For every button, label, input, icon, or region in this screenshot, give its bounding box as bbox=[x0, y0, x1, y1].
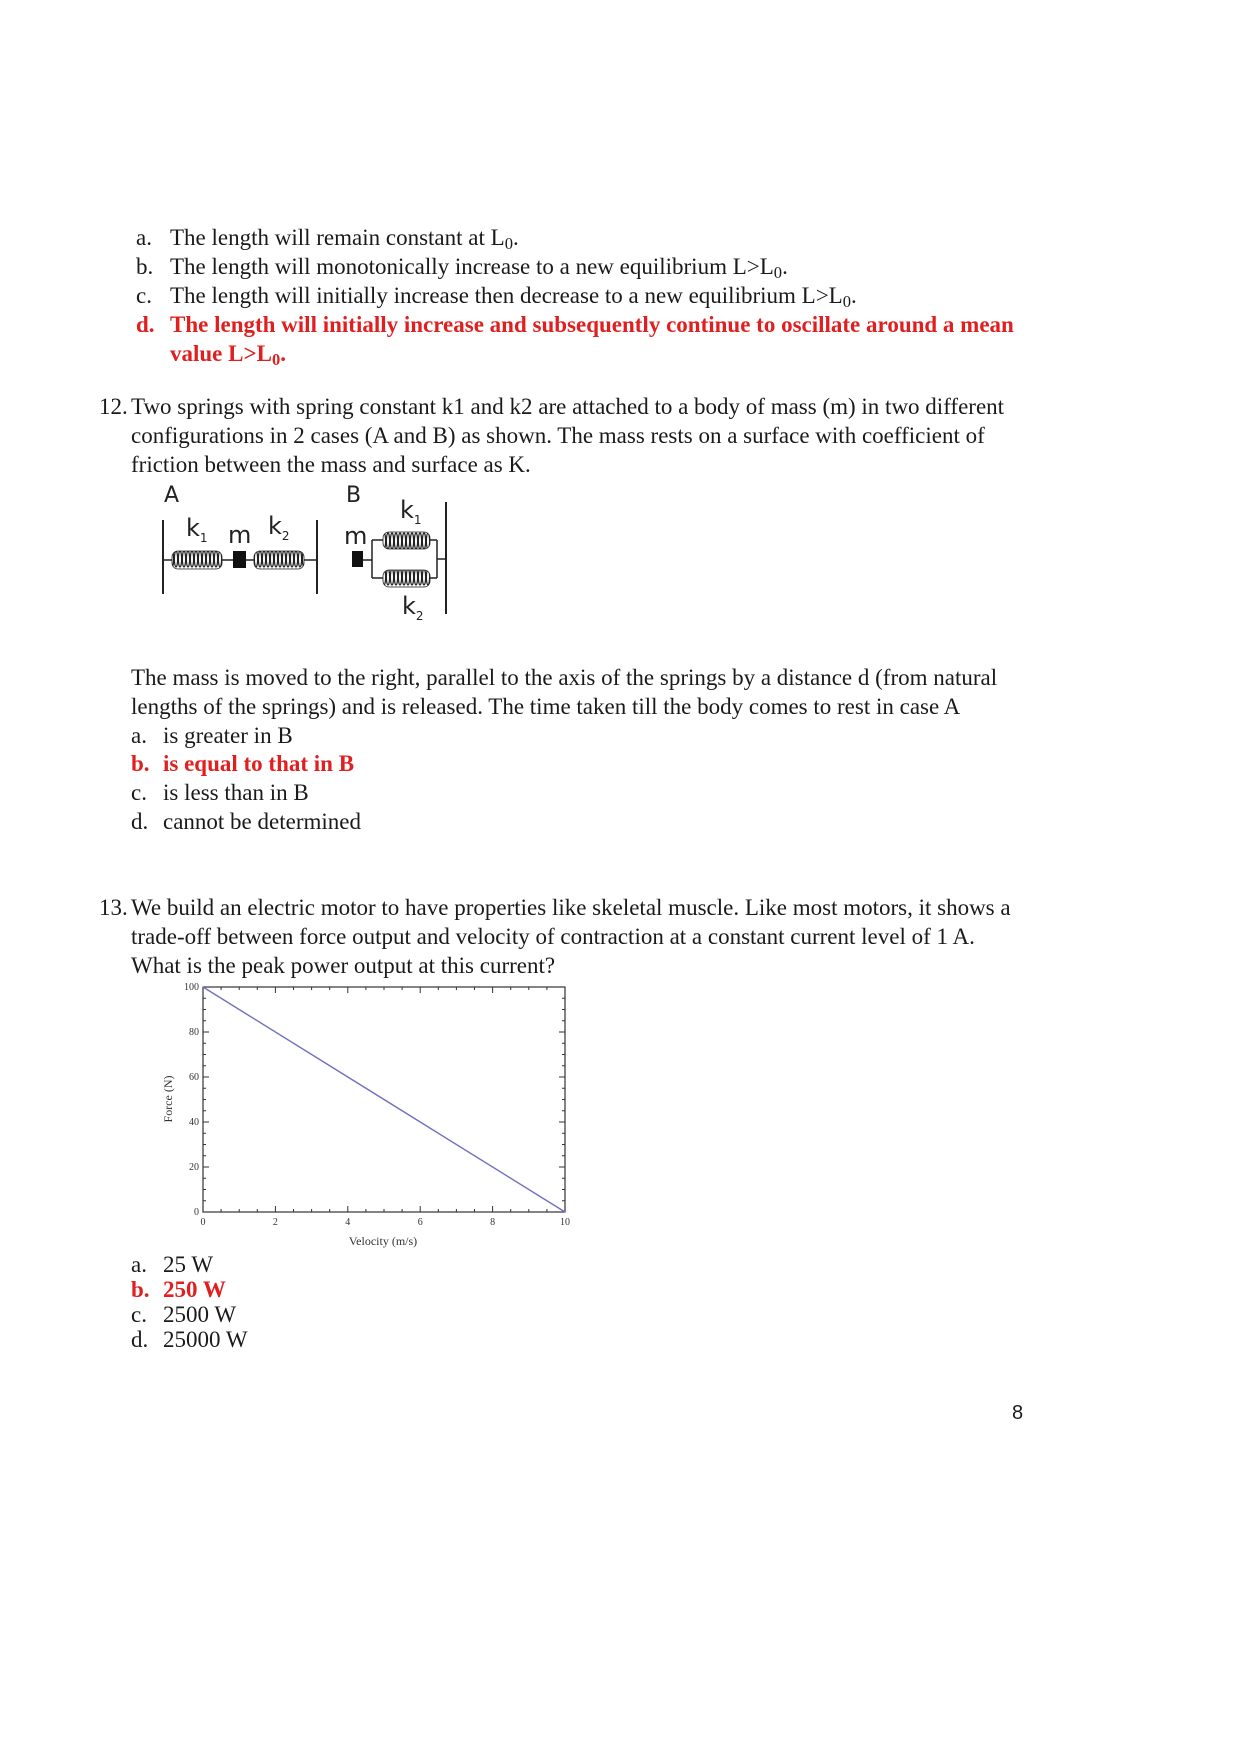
x-axis-label: Velocity (m/s) bbox=[348, 1234, 418, 1248]
spring-diagram bbox=[150, 478, 470, 628]
case-b-k1-label: $k_1$ bbox=[400, 496, 422, 527]
x-tick-label: 10 bbox=[560, 1217, 570, 1228]
q13-question-line-3: What is the peak power output at this current? bbox=[131, 953, 556, 978]
q12-body-line-2: lengths of the springs) and is released. The time taken till the body comes to rest in case A bbox=[131, 694, 961, 719]
y-tick-label: 0 bbox=[194, 1207, 199, 1218]
case-b-mass bbox=[352, 551, 363, 567]
x-tick-label: 6 bbox=[417, 1217, 423, 1228]
x-tick-label: 2 bbox=[272, 1217, 278, 1228]
q12-option-c: c. is less than in B bbox=[131, 780, 309, 805]
q11-option-b: b. The length will monotonically increase to a new equilibrium $L>L_0$. bbox=[136, 254, 788, 283]
q12-option-b-answer: b. is equal to that in B bbox=[131, 751, 355, 776]
q13-option-d: d. 25000 W bbox=[131, 1327, 248, 1352]
q13-question-line-2: trade-off between force output and velocity of contraction at a constant current level of 1 A. bbox=[131, 924, 975, 949]
series-line bbox=[203, 987, 565, 1212]
q11-option-a: a. The length will remain constant at $L_0$. bbox=[136, 225, 519, 254]
case-a-spring-k2 bbox=[254, 551, 304, 569]
x-tick-label: 0 bbox=[200, 1217, 206, 1228]
x-tick-label: 4 bbox=[345, 1217, 351, 1228]
q11-option-d-continuation: value $L>L_0$. bbox=[170, 341, 286, 370]
case-b-label: B bbox=[346, 483, 362, 508]
case-b-k2-label: $k_2$ bbox=[402, 592, 424, 623]
q13-option-b-answer: b. 250 W bbox=[131, 1277, 226, 1302]
case-a-k1-label: $k_1$ bbox=[186, 514, 208, 545]
case-b-spring-k1 bbox=[383, 532, 430, 549]
y-tick-label: 60 bbox=[189, 1072, 199, 1083]
q13-question-line-1: We build an electric motor to have properties like skeletal muscle. Like most motors, it shows a bbox=[131, 895, 1011, 920]
y-axis-label: Force (N) bbox=[161, 1075, 175, 1123]
case-a-label: A bbox=[164, 483, 180, 508]
page-number: 8 bbox=[1012, 1402, 1024, 1424]
q11-option-d-answer: d. The length will initially increase and subsequently continue to oscillate around a mean bbox=[136, 312, 1014, 337]
case-a-spring-k1 bbox=[172, 551, 222, 569]
q11-option-c: c. The length will initially increase then decrease to a new equilibrium $L>L_0$. bbox=[136, 283, 857, 312]
case-a-mass-label: m bbox=[228, 521, 252, 549]
q12-body-line-1: The mass is moved to the right, parallel to the axis of the springs by a distance d (from natural bbox=[131, 665, 998, 690]
q12-number: 12. bbox=[99, 394, 128, 419]
q12-question-line-2: configurations in 2 cases (A and B) as shown. The mass rests on a surface with coefficient of bbox=[131, 423, 985, 448]
y-tick-label: 20 bbox=[189, 1162, 199, 1173]
q13-option-c: c. 2500 W bbox=[131, 1302, 237, 1327]
q12-question-line-1: Two springs with spring constant k1 and k2 are attached to a body of mass (m) in two different bbox=[131, 394, 1005, 419]
case-b-mass-label: m bbox=[344, 522, 368, 550]
case-a-mass bbox=[233, 551, 246, 568]
y-tick-label: 40 bbox=[189, 1117, 199, 1128]
q13-option-a: a. 25 W bbox=[131, 1252, 214, 1277]
x-tick-label: 8 bbox=[490, 1217, 496, 1228]
y-tick-label: 80 bbox=[189, 1027, 199, 1038]
q12-option-d: d. cannot be determined bbox=[131, 809, 361, 834]
q12-option-a: a. is greater in B bbox=[131, 723, 293, 748]
y-tick-label: 100 bbox=[184, 982, 199, 993]
case-a-k2-label: $k_2$ bbox=[268, 512, 290, 543]
tick-group bbox=[184, 982, 570, 1228]
case-b-spring-k2 bbox=[383, 570, 430, 587]
force-velocity-chart bbox=[150, 975, 590, 1250]
q12-question-line-3: friction between the mass and surface as K. bbox=[131, 452, 531, 477]
q13-number: 13. bbox=[99, 895, 128, 920]
